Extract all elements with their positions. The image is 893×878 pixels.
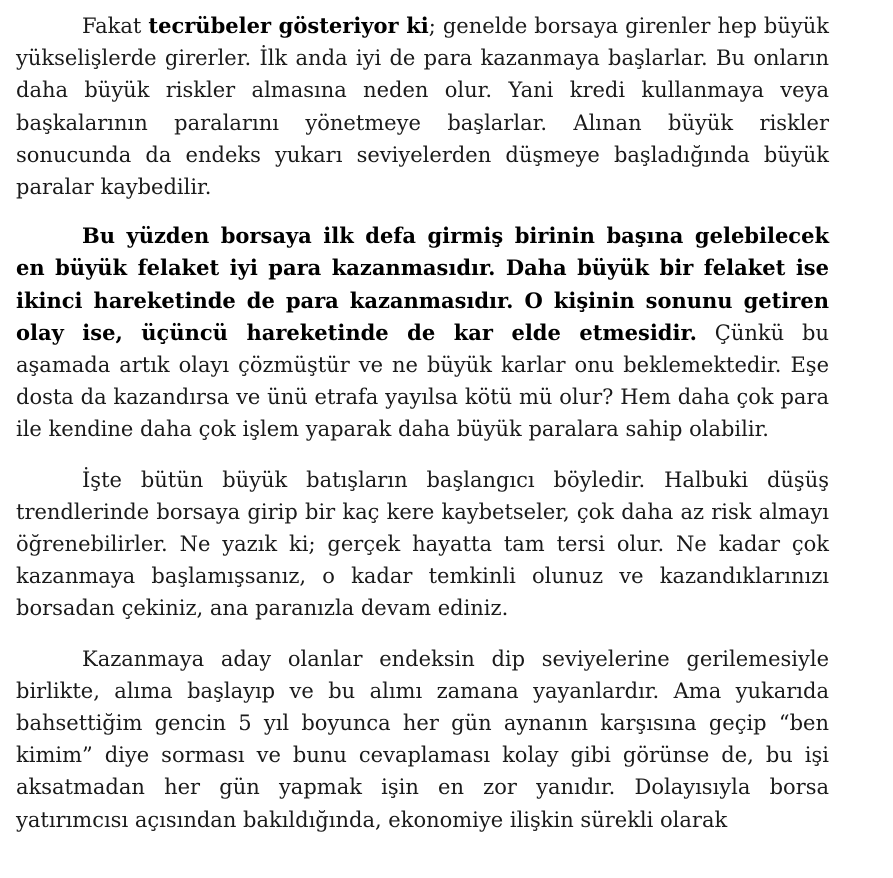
text-run: Kazanmaya aday olanlar endeksin dip seviyelerine gerilemesiyle birlikte, alıma başlayıp ve bu alımı zamana yayanlardır. Ama yukarıda bahsettiğim gencin 5 yıl boyunca her gün aynanın karşısına geçip “ben kimim” diye sorması ve bunu cevaplaması kolay gibi görünse de, bu işi aksatmadan her gün yapmak işin en zor yanıdır. Dolayısıyla borsa yatırımcısı açısından bakıldığında, ekonomiye ilişkin sürekli olarak [16,646,829,832]
text-run: İşte bütün büyük batışların başlangıcı böyledir. Halbuki düşüş trendlerinde borsaya girip bir kaç kere kaybetseler, çok daha az risk almayı öğrenebilirler. Ne yazık ki; gerçek hayatta tam tersi olur. Ne kadar çok kazanmaya başlamışsanız, o kadar temkinli olunuz ve kazandıklarınızı borsadan çekiniz, ana paranızla devam ediniz. [16,467,829,621]
bold-text-run: tecrübeler gösteriyor ki [148,13,429,38]
paragraph-4 [16,643,829,836]
text-run: Fakat [82,14,149,38]
paragraph-2 [16,220,829,445]
paragraph-3 [16,464,829,625]
document-page [16,10,829,836]
text-run: Çünkü bu aşamada artık olayı çözmüştür ve ne büyük karlar onu beklemektedir. Eşe dosta da kazandırsa ve ünü etrafa yayılsa kötü mü olur? Hem daha çok para ile kendine daha çok işlem yaparak daha büyük paralara sahip olabilir. [16,320,829,442]
paragraph-1 [16,10,829,203]
text-run: ; genelde borsaya girenler hep büyük yükselişlerde girerler. İlk anda iyi de para kazanmaya başlarlar. Bu onların daha büyük riskler almasına neden olur. Yani kredi kullanmaya veya başkalarının paralarını yönetmeye başlarlar. Alınan büyük riskler sonucunda da endeks yukarı seviyelerden düşmeye başladığında büyük paralar kaybedilir. [16,14,830,200]
bold-text-run: Bu yüzden borsaya ilk defa girmiş birinin başına gelebilecek en büyük felaket iyi para kazanmasıdır. Daha büyük bir felaket ise ikinci hareketinde de para kazanmasıdır. O kişinin sonunu getiren olay ise, üçüncü hareketinde de kar elde etmesidir. [16,223,829,345]
